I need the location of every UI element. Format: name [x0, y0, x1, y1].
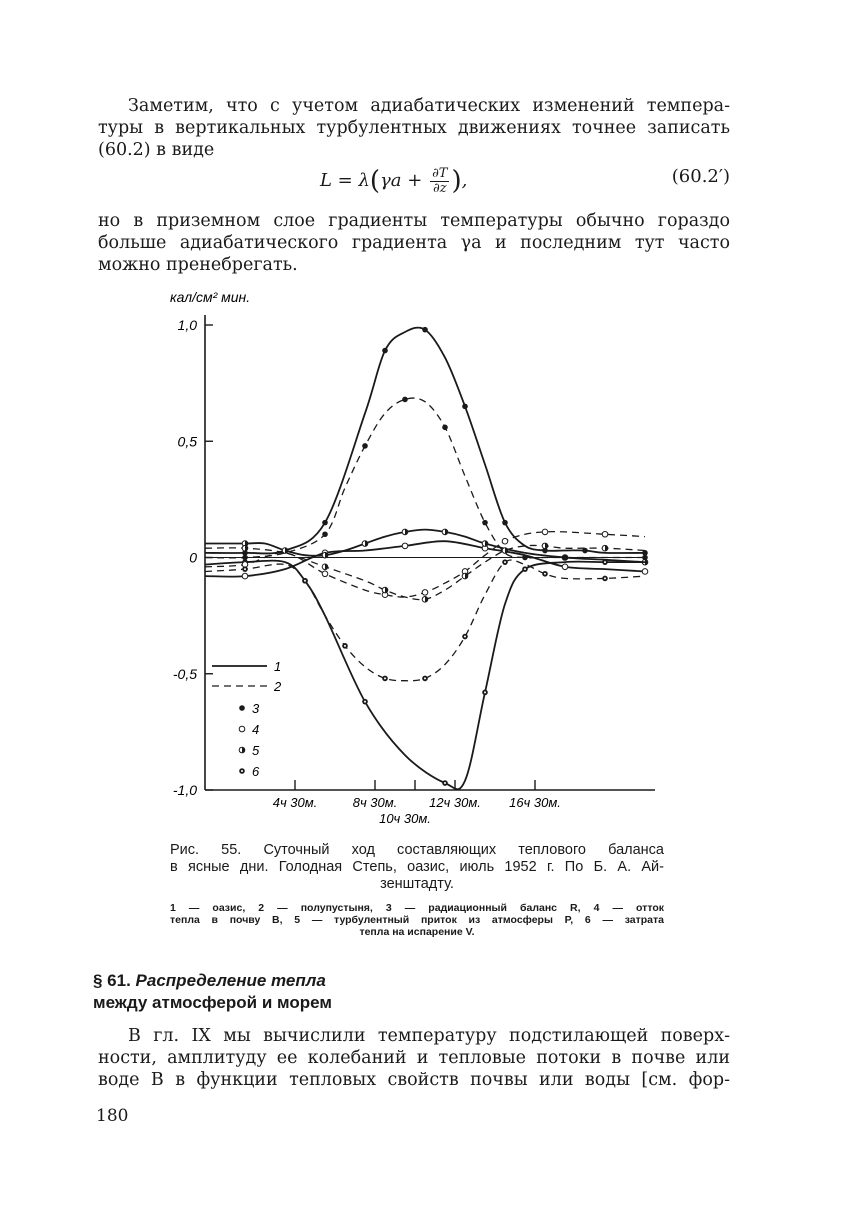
marker-bullseye-center [604, 561, 606, 563]
text-line: туры в вертикальных турбулентных движениях точнее записать [98, 118, 730, 138]
series-solid-5 [205, 529, 648, 565]
marker-open [542, 529, 548, 535]
x-tick-label: 16ч 30м. [509, 795, 561, 810]
formula-tail: , [461, 170, 468, 191]
series-dashed-3 [205, 397, 648, 561]
marker-bullseye-center [464, 636, 466, 638]
top-paragraph [98, 95, 730, 161]
legend-label: 6 [252, 764, 260, 779]
formula-60-2 [320, 160, 730, 200]
heat-balance-chart [150, 285, 670, 830]
series-dashed-4 [205, 529, 645, 597]
fraction-denominator: ∂z [432, 180, 447, 196]
y-tick-label: 0,5 [177, 433, 197, 450]
marker-bullseye-center [524, 568, 526, 570]
x-tick-label: 10ч 30м. [379, 811, 431, 826]
legend-label: 3 [252, 701, 260, 716]
marker-bullseye-center [344, 645, 346, 647]
section-heading [93, 970, 332, 1014]
formula-gamma: γa + [380, 170, 423, 191]
marker-bullseye-center [444, 782, 446, 784]
text-line: больше адиабатического градиента γa и последним тут часто [98, 233, 730, 253]
formula-expression [320, 166, 467, 196]
y-tick-label: 1,0 [177, 317, 197, 333]
caption-legend-line: тепла на испарение V. [359, 926, 475, 938]
marker-bullseye-center [484, 691, 486, 693]
marker-filled [242, 555, 248, 561]
text-line: ности, амплитуду ее колебаний и тепловые потоки в почве или [98, 1048, 730, 1068]
marker-bullseye-center [244, 568, 246, 570]
marker-filled [322, 531, 328, 537]
marker-bullseye-center [544, 573, 546, 575]
series-line [205, 328, 645, 554]
marker-bullseye-center [424, 677, 426, 679]
text-line: (60.2) в виде [98, 140, 215, 160]
caption-line: в ясные дни. Голодная Степь, оазис, июль 1952 г. По Б. А. Ай- [170, 859, 664, 875]
formula-lhs: L = λ [320, 170, 370, 191]
caption-legend-line: тепла в почву B, 5 — турбулентный приток из атмосферы P, 6 — затрата [170, 914, 664, 926]
fraction-numerator: ∂T [432, 165, 448, 181]
marker-filled [562, 555, 568, 561]
marker-open [562, 564, 568, 570]
formula-paren-open: ( [369, 166, 381, 196]
section-mark: § 61. [93, 971, 131, 990]
marker-open [642, 569, 648, 575]
formula-number: (60.2′) [671, 166, 730, 187]
y-tick-label: 0 [189, 549, 197, 566]
legend-label: 2 [274, 679, 282, 694]
marker-open [402, 543, 408, 549]
marker-bullseye-center [604, 577, 606, 579]
text-line: но в приземном слое градиенты температуры обычно гораздо [98, 211, 730, 231]
marker-filled [422, 327, 428, 333]
marker-filled [402, 397, 408, 403]
text-line: Заметим, что с учетом адиабатических изменений темпера- [128, 96, 730, 116]
text-line: воде B в функции тепловых свойств почвы или воды [см. фор- [98, 1070, 730, 1090]
marker-bullseye-center [304, 580, 306, 582]
marker-filled [462, 404, 468, 410]
marker-filled [382, 348, 388, 354]
formula-paren-close: ) [451, 166, 462, 196]
figure-legend-text [170, 902, 664, 938]
marker-open [239, 726, 245, 732]
caption-legend-line: 1 — оазис, 2 — полупустыня, 3 — радиационный баланс R, 4 — отток [170, 902, 664, 914]
x-tick-label: 12ч 30м. [429, 795, 481, 810]
series-dashed-6 [205, 559, 645, 681]
marker-filled [239, 705, 245, 711]
figure-caption [170, 842, 664, 893]
marker-filled [502, 520, 508, 526]
chart-legend [212, 659, 282, 779]
marker-filled [442, 425, 448, 431]
y-tick-label: -1,0 [172, 782, 197, 798]
marker-filled [642, 555, 648, 561]
y-axis-label: кал/см² мин. [170, 289, 251, 305]
marker-open [242, 573, 248, 579]
marker-bullseye-center [384, 677, 386, 679]
caption-line: Рис. 55. Суточный ход составляющих теплового баланса [170, 842, 664, 858]
caption-line: зенштадту. [380, 876, 454, 892]
marker-bullseye-center [364, 701, 366, 703]
bottom-paragraph [98, 1025, 730, 1091]
legend-label: 5 [252, 743, 260, 758]
marker-open [502, 538, 508, 544]
series-solid-3 [205, 327, 648, 556]
legend-label: 1 [274, 659, 282, 674]
marker-filled [362, 443, 368, 449]
marker-bullseye-center [241, 770, 243, 772]
formula-fraction [430, 167, 449, 196]
series-line [205, 560, 645, 681]
section-title-line2: между атмосферой и морем [93, 993, 332, 1012]
text-line: можно пренебрегать. [98, 255, 298, 275]
x-tick-label: 4ч 30м. [272, 795, 318, 810]
x-tick-label: 8ч 30м. [352, 795, 398, 810]
marker-bullseye-center [504, 561, 506, 563]
marker-open [602, 531, 608, 537]
page-number: 180 [96, 1106, 129, 1126]
series-line [205, 398, 645, 558]
marker-filled [482, 520, 488, 526]
text-line: В гл. IX мы вычислили температуру подстилающей поверх- [128, 1026, 730, 1046]
y-tick-label: -0,5 [172, 665, 197, 682]
marker-open [422, 590, 428, 596]
marker-filled [322, 520, 328, 526]
marker-open [322, 571, 328, 577]
second-paragraph [98, 210, 730, 276]
series-layer [205, 327, 648, 789]
section-title-line1: Распределение тепла [135, 971, 326, 990]
legend-label: 4 [252, 722, 260, 737]
marker-filled [522, 555, 528, 561]
